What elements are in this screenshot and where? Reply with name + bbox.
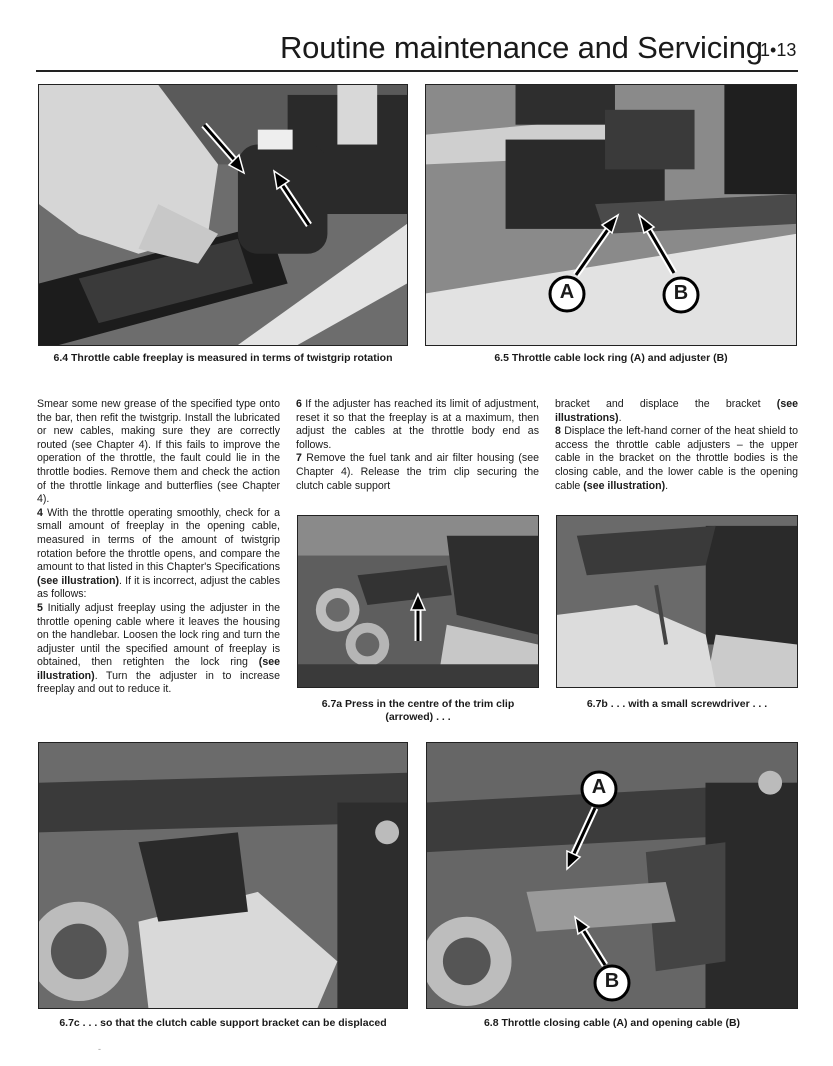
photo-6-8 [426,742,798,1009]
photo-6-7c [38,742,408,1009]
caption-6-7b: 6.7b . . . with a small screwdriver . . . [586,698,768,710]
photo-6-5 [425,84,797,346]
label-a: A [591,776,607,798]
page-title: Routine maintenance and Servicing [280,30,763,65]
arrow-icon [39,85,408,346]
header-rule [36,70,798,72]
page-number: 1•13 [760,40,797,60]
photo-6-7b [556,515,798,688]
label-b: B [604,970,620,992]
text-column-3 [555,398,798,493]
paragraph: bracket and displace the bracket (see illustrations). [555,398,798,424]
caption-6-5: 6.5 Throttle cable lock ring (A) and adjuster (B) [494,352,728,364]
caption-6-4: 6.4 Throttle cable freeplay is measured in terms of twistgrip rotation [53,352,393,364]
text-column-2 [296,398,539,493]
footer-mark: - [98,1044,101,1054]
label-a: A [559,281,575,303]
label-b: B [673,282,689,304]
paragraph: 5 Initially adjust freeplay using the adjuster in the throttle opening cable where it leaves the housing on the handlebar. Loosen the lock ring and turn the adjuster until the specified amount of freeplay is obtained, then retighten the lock ring (see illustration). Turn the adjuster in to increase freeplay and out to reduce it. [37,601,280,696]
paragraph: 7 Remove the fuel tank and air filter housing (see Chapter 4). Release the trim clip securing the clutch cable support [296,452,539,492]
photo-6-4 [38,84,408,346]
photo-6-7a [297,515,539,688]
paragraph: 8 Displace the left-hand corner of the heat shield to access the throttle cable adjusters – the upper cable in the bracket on the throttle bodies is the closing cable, and the lower cable is the opening cable (see illustration). [555,425,798,492]
text-column-1 [37,398,280,697]
paragraph: 4 With the throttle operating smoothly, check for a small amount of freeplay in the opening cable, measured in terms of the amount of twistgrip rotation before the throttle opens, and compare the amount to that listed in this Chapter's Specifications (see illustration). If it is incorrect, adjust the cables as follows: [37,506,280,601]
caption-6-7a: 6.7a Press in the centre of the trim clip (arrowed) . . . [321,698,515,723]
paragraph: 6 If the adjuster has reached its limit of adjustment, reset it so that the freeplay is at a maximum, then adjust the cables at the throttle body end as follows. [296,398,539,451]
caption-6-7c: 6.7c . . . so that the clutch cable support bracket can be displaced [59,1017,387,1029]
caption-6-8: 6.8 Throttle closing cable (A) and opening cable (B) [483,1017,741,1029]
paragraph: Smear some new grease of the specified type onto the bar, then refit the twistgrip. Install the lubricated or new cables, making sure they are correctly routed (see Chapter 4). If this fails to improve the operation of the throttle, the fault could lie in the throttle bodies. Remove them and check the action of the throttle linkage and butterflies (see Chapter 4). [37,398,280,506]
